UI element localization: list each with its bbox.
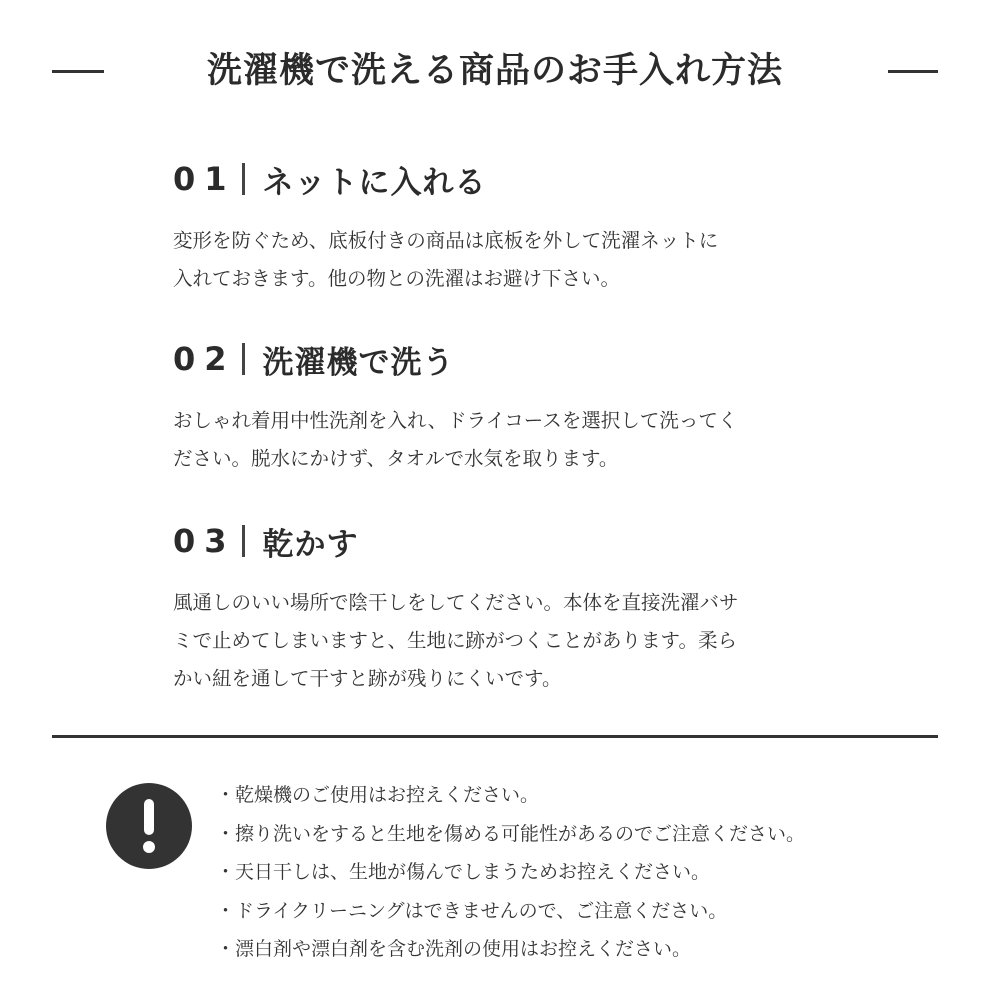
step-2-line: ださい。脱水にかけず、タオルで水気を取ります。: [173, 447, 619, 470]
step-3-line: かい紐を通して干すと跡が残りにくいです。: [173, 667, 562, 690]
step-1: [173, 156, 873, 298]
exclamation-dot: [143, 841, 155, 853]
step-2-separator: [242, 343, 245, 375]
step-1-line: 入れておきます。他の物との洗濯はお避け下さい。: [173, 267, 620, 290]
step-3-line: 風通しのいい場所で陰干しをしてください。本体を直接洗濯バサ: [173, 591, 739, 614]
caution-note: ・擦り洗いをすると生地を傷める可能性があるのでご注意ください。: [216, 822, 806, 845]
caution-note: ・乾燥機のご使用はお控えください。: [216, 784, 540, 806]
caution-notes: [216, 776, 956, 969]
title-decor-line-right: [888, 70, 938, 73]
caution-note: ・ドライクリーニングはできませんので、ご注意ください。: [216, 899, 728, 922]
caution-note: ・漂白剤や漂白剤を含む洗剤の使用はお控えください。: [216, 938, 692, 960]
step-2-body: [173, 402, 873, 478]
step-1-body: [173, 222, 873, 298]
step-3-heading: [173, 518, 873, 564]
step-1-title: ネットに入れる: [262, 164, 487, 201]
step-2-line: おしゃれ着用中性洗剤を入れ、ドライコースを選択して洗ってく: [173, 409, 738, 432]
page-title: 洗濯機で洗える商品のお手入れ方法: [206, 51, 783, 91]
step-3: [173, 518, 873, 698]
step-3-separator: [242, 525, 245, 557]
step-3-body: [173, 584, 873, 698]
step-2-heading: [173, 336, 873, 382]
section-divider: [52, 735, 938, 738]
caution-note: ・天日干しは、生地が傷んでしまうためお控えください。: [216, 861, 711, 883]
step-3-line: ミで止めてしまいますと、生地に跡がつくことがあります。柔ら: [173, 629, 737, 652]
step-3-number: 03: [173, 522, 236, 560]
step-1-separator: [242, 163, 245, 195]
step-2-number: 02: [173, 340, 236, 378]
step-1-line: 変形を防ぐため、底板付きの商品は底板を外して洗濯ネットに: [173, 229, 719, 252]
step-2: [173, 336, 873, 478]
exclamation-bar: [144, 799, 154, 835]
step-1-number: 01: [173, 160, 236, 198]
step-2-title: 洗濯機で洗う: [262, 344, 455, 381]
title-decor-line-left: [52, 70, 104, 73]
exclamation-circle-icon: [106, 783, 192, 869]
step-3-title: 乾かす: [262, 526, 359, 563]
step-1-heading: [173, 156, 873, 202]
page-header: [0, 40, 1001, 102]
